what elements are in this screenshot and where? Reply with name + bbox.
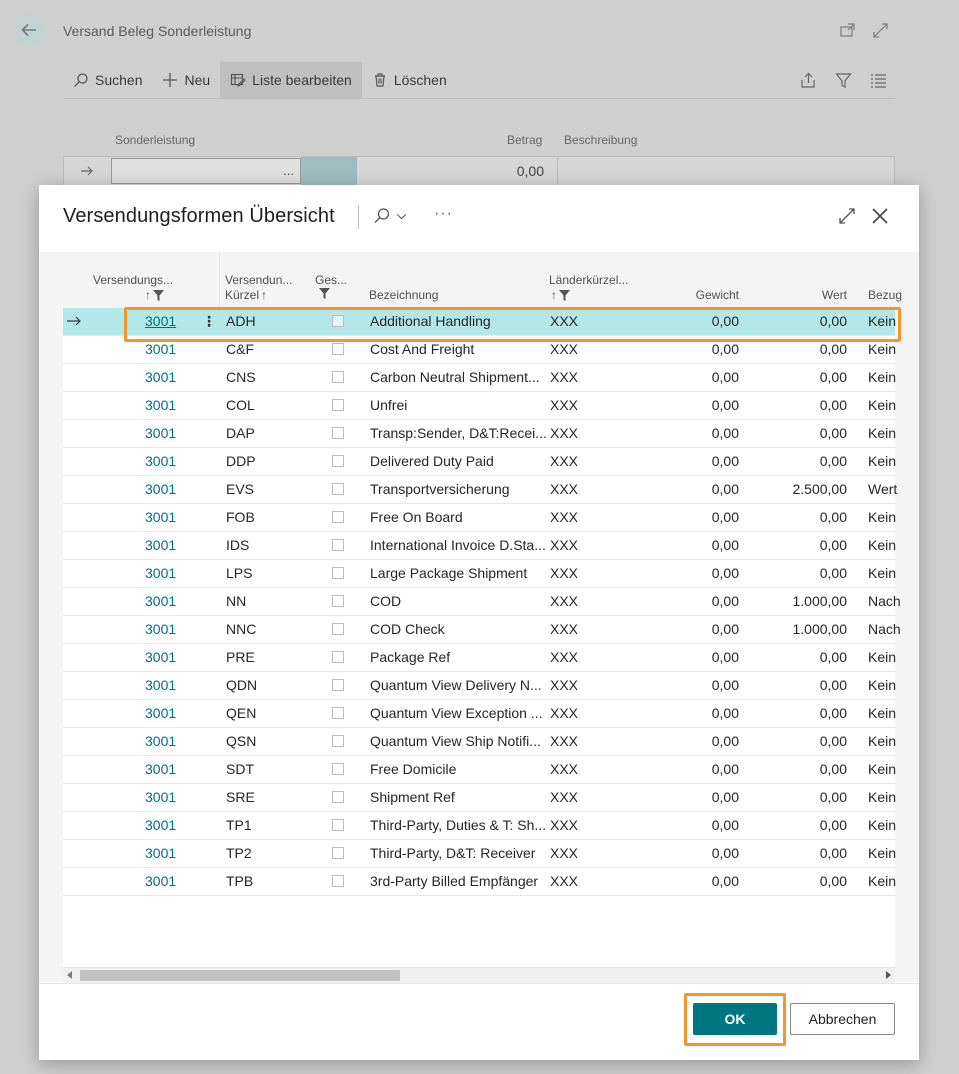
plus-icon — [162, 72, 178, 88]
kuerzel-cell: QSN — [226, 733, 257, 749]
grid-rows — [63, 308, 901, 896]
bezeichnung-cell: COD Check — [370, 621, 445, 637]
wert-cell: 0,00 — [819, 537, 847, 553]
header-laenderkuerzel[interactable] — [549, 273, 628, 303]
bezug-cell: Kein — [868, 565, 897, 581]
header-betrag: Betrag — [507, 133, 543, 147]
bezug-cell: Kein — [868, 677, 897, 693]
filter-icon — [559, 290, 570, 301]
toolbar-right-actions — [800, 72, 895, 89]
kuerzel-cell: PRE — [226, 649, 255, 665]
gesperrt-checkbox[interactable] — [332, 791, 344, 803]
table-row[interactable] — [63, 560, 895, 588]
chevron-down-icon — [395, 210, 408, 223]
delete-button[interactable] — [362, 62, 457, 99]
bezeichnung-cell: Third-Party, D&T: Receiver — [370, 845, 536, 861]
table-row[interactable] — [63, 616, 901, 644]
gewicht-cell: 0,00 — [711, 397, 739, 413]
open-new-window-icon[interactable] — [839, 22, 856, 39]
table-row[interactable] — [63, 840, 895, 868]
bezeichnung-cell: Carbon Neutral Shipment... — [370, 369, 540, 385]
kuerzel-cell: QEN — [226, 705, 257, 721]
kuerzel-cell: DDP — [226, 453, 256, 469]
cancel-button[interactable]: Abbrechen — [790, 1003, 895, 1035]
gesperrt-checkbox[interactable] — [332, 763, 344, 775]
wert-cell: 0,00 — [819, 873, 847, 889]
table-row[interactable] — [63, 532, 895, 560]
wert-cell: 0,00 — [819, 649, 847, 665]
bezeichnung-cell: Cost And Freight — [370, 341, 475, 357]
gewicht-cell: 0,00 — [711, 453, 739, 469]
bezeichnung-cell: Quantum View Delivery N... — [370, 677, 542, 693]
gewicht-cell: 0,00 — [711, 845, 739, 861]
sort-asc-indicator: ↑ — [551, 288, 557, 302]
wert-cell: 0,00 — [819, 425, 847, 441]
gewicht-cell: 0,00 — [711, 481, 739, 497]
gesperrt-checkbox[interactable] — [332, 511, 344, 523]
bezug-cell: Wert — [868, 481, 898, 497]
gesperrt-checkbox[interactable] — [332, 399, 344, 411]
kuerzel-cell: ADH — [226, 313, 256, 329]
bezug-cell: Kein — [868, 397, 897, 413]
bezeichnung-cell: Quantum View Exception ... — [370, 705, 543, 721]
expand-icon[interactable] — [872, 22, 889, 39]
dialog-header — [39, 185, 919, 252]
edit-list-button[interactable] — [220, 62, 362, 99]
versendungsform-link[interactable]: 3001 — [145, 845, 177, 861]
versendungsformen-grid — [63, 252, 903, 968]
gewicht-cell: 0,00 — [711, 369, 739, 385]
search-icon — [373, 207, 391, 225]
laenderkuerzel-cell: XXX — [550, 565, 579, 581]
wert-cell: 0,00 — [819, 677, 847, 693]
gesperrt-checkbox[interactable] — [332, 427, 344, 439]
laenderkuerzel-cell: XXX — [550, 789, 579, 805]
kuerzel-cell: C&F — [226, 341, 254, 357]
table-row[interactable] — [63, 392, 895, 420]
wert-cell: 1.000,00 — [792, 621, 847, 637]
gesperrt-checkbox[interactable] — [332, 651, 344, 663]
header-bezug[interactable]: Bezug — [868, 288, 903, 302]
more-options-button[interactable]: ··· — [434, 205, 453, 222]
grid-area — [39, 252, 919, 982]
bezeichnung-cell: Quantum View Ship Notifi... — [370, 733, 541, 749]
sonderleistung-field[interactable] — [111, 158, 301, 184]
bezeichnung-cell: Unfrei — [370, 397, 408, 413]
laenderkuerzel-cell: XXX — [550, 845, 579, 861]
edit-list-icon — [230, 72, 246, 88]
kuerzel-cell: LPS — [226, 565, 253, 581]
gewicht-cell: 0,00 — [711, 733, 739, 749]
header-kuerzel[interactable] — [225, 273, 292, 303]
wert-cell: 0,00 — [819, 369, 847, 385]
bezeichnung-cell: Free Domicile — [370, 761, 457, 777]
table-row[interactable] — [63, 644, 895, 672]
bezug-cell: Kein — [868, 761, 897, 777]
versendungsform-link[interactable]: 3001 — [145, 313, 177, 329]
wert-cell: 2.500,00 — [792, 481, 847, 497]
bezug-cell: Nach — [868, 593, 901, 609]
bezug-cell: Kein — [868, 537, 897, 553]
page-list-row — [63, 156, 895, 186]
kuerzel-cell: COL — [226, 397, 255, 413]
wert-cell: 0,00 — [819, 313, 847, 329]
wert-cell: 0,00 — [819, 705, 847, 721]
betrag-value: 0,00 — [516, 163, 544, 179]
table-row[interactable] — [63, 700, 895, 728]
gewicht-cell: 0,00 — [711, 341, 739, 357]
gewicht-cell: 0,00 — [711, 705, 739, 721]
versendungsform-link[interactable]: 3001 — [145, 593, 177, 609]
gewicht-cell: 0,00 — [711, 565, 739, 581]
gewicht-cell: 0,00 — [711, 537, 739, 553]
sort-asc-indicator: ↑ — [145, 288, 151, 302]
kuerzel-cell: CNS — [226, 369, 256, 385]
header-wert[interactable]: Wert — [821, 288, 847, 302]
bezeichnung-cell: International Invoice D.Sta... — [370, 537, 546, 553]
grid-header — [63, 252, 903, 308]
versendungsform-link[interactable]: 3001 — [145, 873, 177, 889]
versendungsform-link[interactable]: 3001 — [145, 509, 177, 525]
arrow-right-icon — [66, 314, 86, 331]
bezug-cell: Nach — [868, 621, 901, 637]
dialog-footer — [39, 983, 919, 1060]
gesperrt-checkbox[interactable] — [332, 623, 344, 635]
kuerzel-cell: EVS — [226, 481, 255, 497]
gesperrt-checkbox[interactable] — [332, 539, 344, 551]
row-highlight — [301, 157, 357, 185]
laenderkuerzel-cell: XXX — [550, 705, 579, 721]
arrow-right-icon — [80, 164, 94, 178]
lookup-button[interactable]: ... — [283, 163, 294, 178]
wert-cell: 0,00 — [819, 733, 847, 749]
table-row[interactable] — [63, 784, 895, 812]
wert-cell: 0,00 — [819, 453, 847, 469]
edit-list-button-label: Liste bearbeiten — [252, 72, 352, 88]
laenderkuerzel-cell: XXX — [550, 425, 579, 441]
kuerzel-cell: NN — [226, 593, 247, 609]
bezug-cell: Kein — [868, 845, 897, 861]
laenderkuerzel-cell: XXX — [550, 509, 579, 525]
bezug-cell: Kein — [868, 649, 897, 665]
search-button-label: Suchen — [95, 72, 143, 88]
table-row[interactable] — [63, 504, 895, 532]
bezug-cell: Kein — [868, 817, 897, 833]
kuerzel-cell: TPB — [226, 873, 254, 889]
header-sonderleistung: Sonderleistung — [115, 133, 196, 147]
header-versendungsform[interactable] — [93, 273, 173, 303]
kuerzel-cell: TP1 — [226, 817, 252, 833]
gesperrt-checkbox[interactable] — [332, 847, 344, 859]
scroll-right-icon[interactable] — [886, 971, 891, 979]
laenderkuerzel-cell: XXX — [550, 537, 579, 553]
gesperrt-checkbox[interactable] — [332, 875, 344, 887]
versendungsform-link[interactable]: 3001 — [145, 369, 177, 385]
share-icon[interactable] — [800, 72, 817, 89]
laenderkuerzel-cell: XXX — [550, 733, 579, 749]
scrollbar-thumb[interactable] — [80, 970, 400, 981]
laenderkuerzel-cell: XXX — [550, 621, 579, 637]
kuerzel-cell: SDT — [226, 761, 254, 777]
page-title: Versand Beleg Sonderleistung — [63, 23, 252, 39]
scroll-left-icon[interactable] — [67, 971, 72, 979]
laenderkuerzel-cell: XXX — [550, 397, 579, 413]
wert-cell: 0,00 — [819, 761, 847, 777]
filter-icon — [319, 288, 330, 299]
horizontal-scrollbar[interactable] — [63, 967, 895, 983]
wert-cell: 0,00 — [819, 817, 847, 833]
list-view-icon[interactable] — [870, 72, 887, 89]
table-row[interactable] — [63, 448, 895, 476]
search-icon — [73, 72, 89, 88]
table-row[interactable] — [63, 308, 895, 336]
laenderkuerzel-cell: XXX — [550, 481, 579, 497]
versendungsform-link[interactable]: 3001 — [145, 677, 177, 693]
wert-cell: 0,00 — [819, 565, 847, 581]
bezug-cell: Kein — [868, 509, 897, 525]
gewicht-cell: 0,00 — [711, 789, 739, 805]
gesperrt-checkbox[interactable] — [332, 819, 344, 831]
header-versendungsform-label: Versendungs... — [93, 273, 174, 287]
header-bezeichnung[interactable]: Bezeichnung — [369, 288, 439, 302]
page-list-header — [63, 133, 895, 151]
wert-cell: 0,00 — [819, 341, 847, 357]
gesperrt-checkbox[interactable] — [332, 735, 344, 747]
bezeichnung-cell: Additional Handling — [370, 313, 491, 329]
laenderkuerzel-cell: XXX — [550, 453, 579, 469]
versendungsform-link[interactable]: 3001 — [145, 341, 177, 357]
bezug-cell: Kein — [868, 789, 897, 805]
laenderkuerzel-cell: XXX — [550, 341, 579, 357]
gewicht-cell: 0,00 — [711, 817, 739, 833]
table-row[interactable] — [63, 336, 895, 364]
wert-cell: 0,00 — [819, 845, 847, 861]
table-row[interactable] — [63, 420, 895, 448]
wert-cell: 0,00 — [819, 397, 847, 413]
kuerzel-cell: IDS — [226, 537, 250, 553]
bezeichnung-cell: Transportversicherung — [370, 481, 510, 497]
bezug-cell: Kein — [868, 733, 897, 749]
header-laenderkuerzel-label: Länderkürzel... — [549, 273, 629, 287]
laenderkuerzel-cell: XXX — [550, 593, 579, 609]
column-divider — [557, 157, 558, 185]
versendungsform-link[interactable]: 3001 — [145, 621, 177, 637]
page-toolbar — [63, 62, 895, 99]
table-row[interactable] — [63, 588, 901, 616]
bezug-cell: Kein — [868, 873, 897, 889]
laenderkuerzel-cell: XXX — [550, 677, 579, 693]
bezeichnung-cell: Free On Board — [370, 509, 463, 525]
gesperrt-checkbox[interactable] — [332, 483, 344, 495]
gesperrt-checkbox[interactable] — [332, 343, 344, 355]
kuerzel-cell: DAP — [226, 425, 255, 441]
header-beschreibung: Beschreibung — [564, 133, 638, 147]
gesperrt-checkbox[interactable] — [332, 567, 344, 579]
laenderkuerzel-cell: XXX — [550, 761, 579, 777]
bezug-cell: Kein — [868, 313, 897, 329]
versendungsform-link[interactable]: 3001 — [145, 453, 177, 469]
gesperrt-checkbox[interactable] — [332, 371, 344, 383]
table-row[interactable] — [63, 672, 895, 700]
arrow-left-icon — [20, 21, 38, 39]
laenderkuerzel-cell: XXX — [550, 649, 579, 665]
versendungsform-link[interactable]: 3001 — [145, 565, 177, 581]
kuerzel-cell: TP2 — [226, 845, 252, 861]
versendungsform-link[interactable]: 3001 — [145, 789, 177, 805]
sort-asc-indicator: ↑ — [261, 288, 268, 302]
bezug-cell: Kein — [868, 705, 897, 721]
kuerzel-cell: NNC — [226, 621, 257, 637]
filter-icon[interactable] — [835, 72, 852, 89]
gewicht-cell: 0,00 — [711, 677, 739, 693]
versendungsform-link[interactable]: 3001 — [145, 537, 177, 553]
versendungsform-link[interactable]: 3001 — [145, 649, 177, 665]
bezeichnung-cell: Transp:Sender, D&T:Recei... — [370, 425, 547, 441]
gewicht-cell: 0,00 — [711, 313, 739, 329]
table-row[interactable] — [63, 868, 895, 896]
gesperrt-checkbox[interactable] — [332, 315, 344, 327]
bezug-cell: Kein — [868, 453, 897, 469]
filter-icon — [153, 290, 164, 301]
back-button[interactable] — [12, 13, 46, 47]
kuerzel-cell: FOB — [226, 509, 255, 525]
delete-button-label: Löschen — [393, 72, 447, 88]
header-divider — [358, 205, 359, 229]
lookup-dialog — [39, 185, 919, 1060]
gesperrt-checkbox[interactable] — [332, 707, 344, 719]
table-row[interactable] — [63, 812, 895, 840]
table-row[interactable] — [63, 728, 895, 756]
page-window-actions — [839, 22, 889, 39]
versendungsform-link[interactable]: 3001 — [145, 425, 177, 441]
versendungsform-link[interactable]: 3001 — [145, 761, 177, 777]
laenderkuerzel-cell: XXX — [550, 369, 579, 385]
header-kuerzel-line2: Kürzel — [225, 288, 260, 302]
gewicht-cell: 0,00 — [711, 509, 739, 525]
gewicht-cell: 0,00 — [711, 761, 739, 777]
table-row[interactable] — [63, 756, 895, 784]
close-icon[interactable] — [870, 206, 890, 226]
ok-button[interactable]: OK — [693, 1003, 777, 1035]
table-row[interactable] — [63, 364, 895, 392]
gewicht-cell: 0,00 — [711, 873, 739, 889]
bezeichnung-cell: Large Package Shipment — [370, 565, 528, 581]
header-divider — [219, 252, 220, 308]
bezeichnung-cell: Delivered Duty Paid — [370, 453, 494, 469]
bezug-cell: Kein — [868, 425, 897, 441]
versendungsform-link[interactable]: 3001 — [145, 481, 177, 497]
table-row[interactable] — [63, 476, 898, 504]
gewicht-cell: 0,00 — [711, 649, 739, 665]
trash-icon — [372, 72, 388, 88]
expand-icon[interactable] — [838, 207, 856, 225]
gewicht-cell: 0,00 — [711, 593, 739, 609]
new-button[interactable] — [152, 62, 220, 99]
dialog-search-button[interactable] — [373, 207, 408, 225]
laenderkuerzel-cell: XXX — [550, 817, 579, 833]
bezeichnung-cell: 3rd-Party Billed Empfänger — [370, 873, 539, 889]
versendungsform-link[interactable]: 3001 — [145, 817, 177, 833]
new-button-label: Neu — [184, 72, 211, 88]
gewicht-cell: 0,00 — [711, 425, 739, 441]
bezug-cell: Kein — [868, 369, 897, 385]
header-gewicht[interactable]: Gewicht — [695, 288, 739, 302]
bezug-cell: Kein — [868, 341, 897, 357]
versendungsform-link[interactable]: 3001 — [145, 705, 177, 721]
bezeichnung-cell: Third-Party, Duties & T: Sh... — [370, 817, 547, 833]
gewicht-cell: 0,00 — [711, 621, 739, 637]
versendungsform-link[interactable]: 3001 — [145, 733, 177, 749]
header-gesperrt-label: Ges... — [315, 273, 348, 287]
wert-cell: 0,00 — [819, 509, 847, 525]
header-gesperrt[interactable] — [315, 273, 347, 299]
gesperrt-checkbox[interactable] — [332, 595, 344, 607]
dialog-title: Versendungsformen Übersicht — [63, 205, 335, 227]
gesperrt-checkbox[interactable] — [332, 455, 344, 467]
laenderkuerzel-cell: XXX — [550, 313, 579, 329]
bezeichnung-cell: COD — [370, 593, 402, 609]
laenderkuerzel-cell: XXX — [550, 873, 579, 889]
bezeichnung-cell: Package Ref — [370, 649, 451, 665]
versendungsform-link[interactable]: 3001 — [145, 397, 177, 413]
search-button[interactable] — [63, 62, 152, 99]
wert-cell: 0,00 — [819, 789, 847, 805]
header-kuerzel-line1: Versendun... — [225, 273, 293, 287]
row-actions-button[interactable]: ⋮ — [202, 313, 216, 329]
kuerzel-cell: SRE — [226, 789, 255, 805]
bezeichnung-cell: Shipment Ref — [370, 789, 455, 805]
kuerzel-cell: QDN — [226, 677, 258, 693]
gesperrt-checkbox[interactable] — [332, 679, 344, 691]
wert-cell: 1.000,00 — [792, 593, 847, 609]
